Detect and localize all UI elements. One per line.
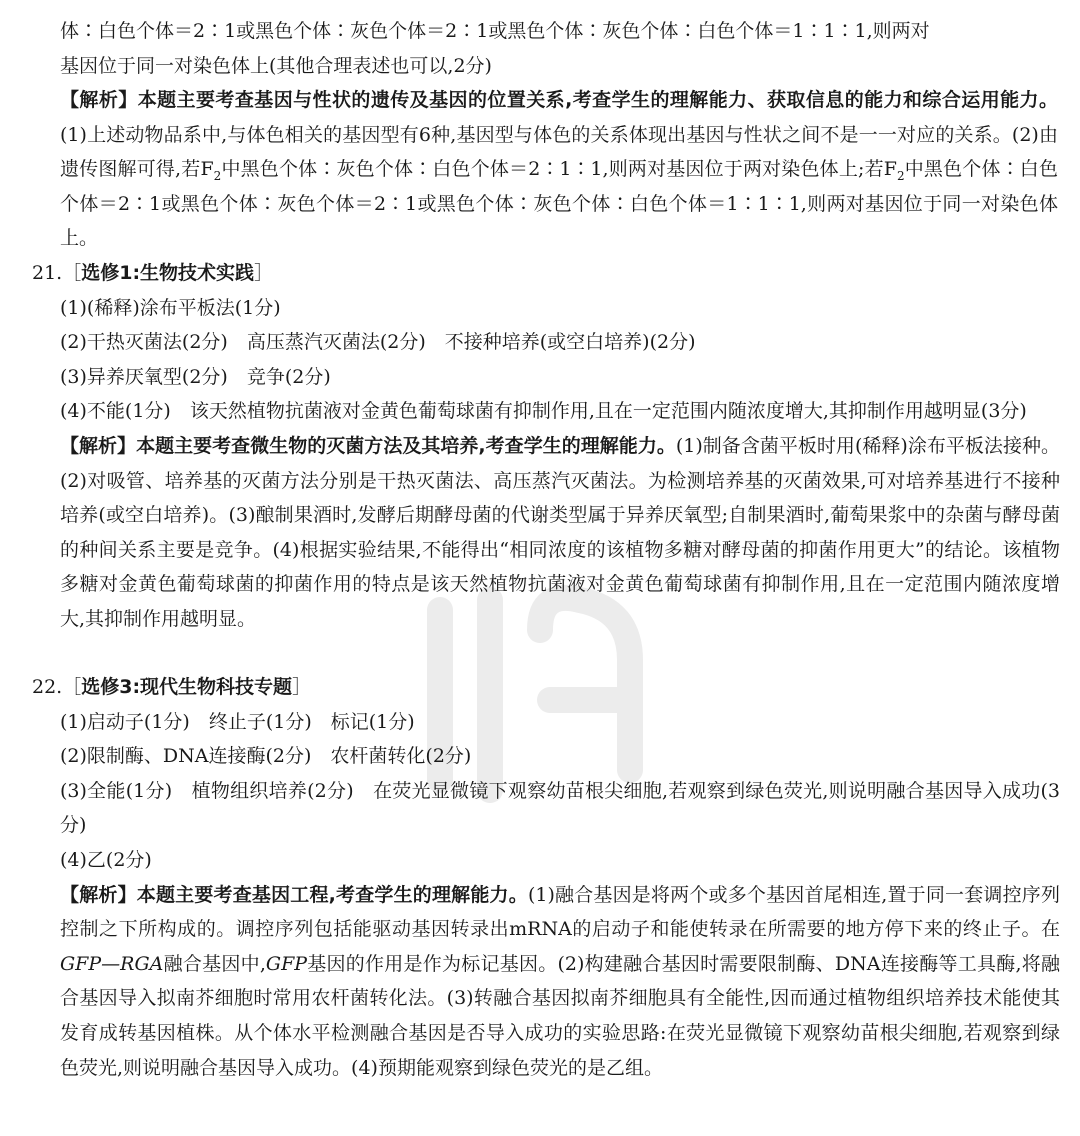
- q21-answer-1: (1)(稀释)涂布平板法(1分): [60, 296, 281, 319]
- q22-number: 22.: [32, 676, 63, 698]
- q20-subscript-1: 2: [213, 168, 222, 183]
- q21-title: 选修1:生物技术实践: [81, 262, 255, 284]
- q22-bracket-left: ［: [62, 676, 82, 698]
- q21-answer-4: (4)不能(1分) 该天然植物抗菌液对金黄色葡萄球菌有抑制作用,且在一定范围内随浓度增大,其抑制作用越明显(3分): [60, 400, 1027, 423]
- q22-answer-1: (1)启动子(1分) 终止子(1分) 标记(1分): [60, 710, 415, 733]
- q22-answer-2: (2)限制酶、DNA连接酶(2分) 农杆菌转化(2分): [60, 745, 472, 768]
- q22-analysis-text-3: 基因的作用是作为标记基因。(2)构建融合基因时需要限制酶、DNA连接酶等工具酶,将融合基因导入拟南芥细胞时常用农杆菌转化法。(3)转融合基因拟南芥细胞具有全能性,因而通过植物组织培养技术能使其发育成转基因植株。从个体水平检测融合基因是否导入成功的实验思路:在荧光显微镜下观察幼苗根尖细胞,若观察到绿色荧光,则说明融合基因导入成功。(4)预期能观察到绿色荧光的是乙组。: [60, 952, 1060, 1079]
- q21-analysis-text: (1)制备含菌平板时用(稀释)涂布平板法接种。(2)对吸管、培养基的灭菌方法分别是干热灭菌法、高压蒸汽灭菌法。为检测培养基的灭菌效果,可对培养基进行不接种培养(或空白培养)。(3)酿制果酒时,发酵后期酵母菌的代谢类型属于异养厌氧型;自制果酒时,葡萄果浆中的杂菌与酵母菌的种间关系主要是竞争。(4)根据实验结果,不能得出“相同浓度的该植物多糖对酵母菌的抑菌作用更大”的结论。该植物多糖对金黄色葡萄球菌的抑菌作用的特点是该天然植物抗菌液对金黄色葡萄球菌有抑制作用,且在一定范围内随浓度增大,其抑制作用越明显。: [60, 434, 1060, 630]
- q22-bracket-right: ］: [292, 676, 312, 698]
- q20-subscript-2: 2: [896, 168, 905, 183]
- q21-analysis: [32, 429, 1060, 637]
- q22-gene-fusion: GFP—RGA: [60, 952, 164, 975]
- q22-analysis-text-1: (1)融合基因是将两个或多个基因首尾相连,置于同一套调控序列控制之下所构成的。调控序列包括能驱动基因转录出mRNA的启动子和能使转录在所需要的地方停下来的终止子。在: [60, 883, 1060, 941]
- q20-continuation: [32, 14, 1060, 83]
- q20-analysis-text-3: 中黑色个体∶白色个体＝2∶1或黑色个体∶灰色个体＝2∶1或黑色个体∶灰色个体∶白色个体＝1∶1∶1,则两对基因位于同一对染色体上。: [60, 158, 1058, 250]
- q22-gene-gfp: GFP: [265, 952, 308, 975]
- q22-heading: [32, 670, 1060, 705]
- q21-answer-3: (3)异养厌氧型(2分) 竞争(2分): [60, 365, 331, 388]
- q20-analysis: [60, 83, 1058, 256]
- q21-section: [32, 256, 1060, 637]
- q21-number: 21.: [32, 262, 63, 284]
- q22-title: 选修3:现代生物科技专题: [81, 676, 293, 698]
- q20-analysis-text-2: 中黑色个体∶灰色个体∶白色个体＝2∶1∶1,则两对基因位于两对染色体上;若F: [221, 158, 897, 181]
- q22-answer-4: (4)乙(2分): [60, 848, 152, 871]
- q20-answer-line-2: 基因位于同一对染色体上(其他合理表述也可以,2分): [60, 54, 492, 77]
- q22-analysis: [32, 878, 1060, 1086]
- q22-section: [32, 670, 1060, 1085]
- q22-answer-3: (3)全能(1分) 植物组织培养(2分) 在荧光显微镜下观察幼苗根尖细胞,若观察到绿色荧光,则说明融合基因导入成功(3分): [60, 779, 1060, 837]
- q20-analysis-text-1: (1)上述动物品系中,与体色相关的基因型有6种,基因型与体色的关系体现出基因与性状之间不是一一对应的关系。(2)由遗传图解可得,若F: [60, 123, 1058, 181]
- q21-analysis-lead: 【解析】本题主要考查微生物的灭菌方法及其培养,考查学生的理解能力。: [60, 434, 676, 457]
- q21-bracket-left: ［: [62, 262, 82, 284]
- q20-analysis-paragraph: [60, 83, 1058, 256]
- q21-answer-2: (2)干热灭菌法(2分) 高压蒸汽灭菌法(2分) 不接种培养(或空白培养)(2分): [60, 331, 696, 354]
- q21-bracket-right: ］: [254, 262, 274, 284]
- q20-answer-line-1: 体∶白色个体＝2∶1或黑色个体∶灰色个体＝2∶1或黑色个体∶灰色个体∶白色个体＝1∶1∶1,则两对: [60, 20, 930, 42]
- q21-heading: [32, 256, 1060, 291]
- q20-analysis-lead: 【解析】本题主要考查基因与性状的遗传及基因的位置关系,考查学生的理解能力、获取信息的能力和综合运用能力。: [60, 89, 1058, 111]
- q22-analysis-lead: 【解析】本题主要考查基因工程,考查学生的理解能力。: [60, 883, 528, 906]
- q22-analysis-text-2: 融合基因中,: [163, 952, 266, 975]
